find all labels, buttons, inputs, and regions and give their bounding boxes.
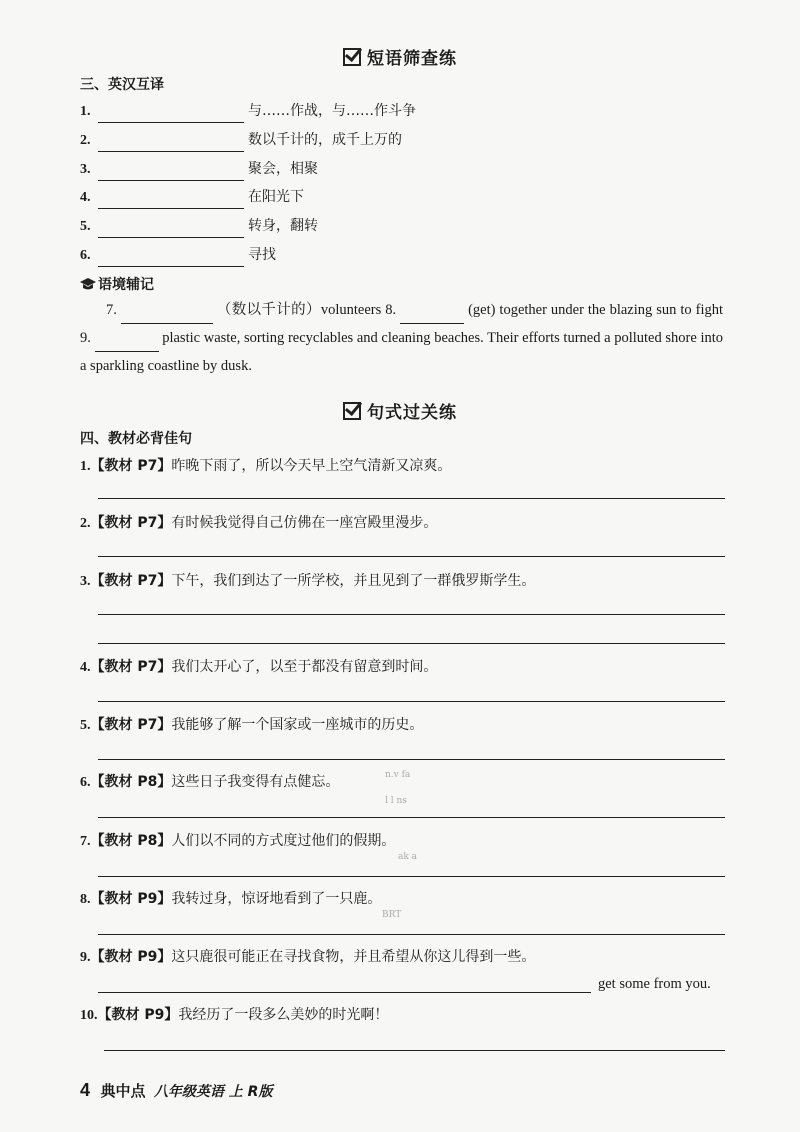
answer-blank[interactable] [98, 250, 244, 267]
answer-blank[interactable] [98, 135, 244, 152]
list-item: 6. 寻找 [80, 244, 276, 266]
question-8: 8.【教材 P9】我转过身，惊讶地看到了一只鹿。 [80, 891, 382, 907]
page-footer [80, 1080, 272, 1101]
page-number: 4 [80, 1080, 91, 1100]
graduation-cap-icon [80, 278, 96, 290]
answer-blank[interactable] [98, 164, 244, 181]
list-item: 3. 聚会，相聚 [80, 158, 318, 180]
question-3: 3.【教材 P7】下午，我们到达了一所学校，并且见到了一群俄罗斯学生。 [80, 573, 536, 589]
handwriting-scribble: BRT [382, 910, 402, 920]
question-4: 4.【教材 P7】我们太开心了，以至于都没有留意到时间。 [80, 659, 438, 675]
list-item: 4. 在阳光下 [80, 186, 304, 208]
answer-blank[interactable] [98, 106, 244, 123]
question-1: 1.【教材 P7】昨晚下雨了，所以今天早上空气清新又凉爽。 [80, 458, 452, 474]
context-heading: 语境辅记 [80, 274, 154, 294]
cloze-paragraph: 7. （数以千计的）volunteers 8. (get) together under the blazing sun to fight 9. plastic waste, sorting recyclables and cleaning beaches. Their efforts turned a polluted shore into a sparkling coastline by dusk. [80, 302, 724, 374]
answer-line[interactable] [98, 614, 725, 615]
answer-blank[interactable] [121, 307, 213, 324]
answer-line[interactable] [98, 701, 725, 702]
heading-translation: 三、英汉互译 [80, 77, 164, 93]
answer-line[interactable] [98, 817, 725, 818]
handwriting-scribble: ak a [398, 852, 418, 862]
heading-sentences: 四、教材必背佳句 [80, 431, 192, 447]
checkbox-icon [343, 48, 361, 66]
answer-blank[interactable] [98, 192, 244, 209]
question-6: 6.【教材 P8】这些日子我变得有点健忘。 [80, 774, 340, 790]
answer-line[interactable] [104, 1050, 725, 1051]
answer-blank[interactable] [98, 221, 244, 238]
answer-line[interactable] [98, 556, 725, 557]
answer-blank[interactable] [400, 307, 464, 324]
answer-line[interactable] [98, 643, 725, 644]
list-item: 5. 转身，翻转 [80, 215, 318, 237]
answer-line[interactable] [98, 498, 725, 499]
answer-line[interactable] [98, 934, 725, 935]
answer-line[interactable] [98, 876, 725, 877]
answer-line[interactable] [98, 759, 725, 760]
book-title: 八年级英语 上 R版 [153, 1084, 273, 1100]
section-title-phrases: 短语筛查练 [0, 44, 800, 69]
answer-line[interactable] [98, 992, 591, 993]
brand-logo: 典中点 [100, 1082, 146, 1100]
handwriting-scribble: n.v fa [385, 770, 411, 780]
question-5: 5.【教材 P7】我能够了解一个国家或一座城市的历史。 [80, 717, 424, 733]
q9-tail-text: get some from you. [598, 976, 711, 992]
checkbox-icon [343, 402, 361, 420]
answer-blank[interactable] [95, 335, 159, 352]
section-title-sentences: 句式过关练 [0, 398, 800, 423]
question-7: 7.【教材 P8】人们以不同的方式度过他们的假期。 [80, 833, 396, 849]
list-item: 1. 与……作战，与……作斗争 [80, 100, 416, 122]
list-item: 2. 数以千计的，成千上万的 [80, 129, 402, 151]
question-10: 10.【教材 P9】我经历了一段多么美妙的时光啊！ [80, 1007, 389, 1023]
question-2: 2.【教材 P7】有时候我觉得自己仿佛在一座宫殿里漫步。 [80, 515, 438, 531]
question-9: 9.【教材 P9】这只鹿很可能正在寻找食物，并且希望从你这儿得到一些。 [80, 949, 536, 965]
handwriting-scribble: l l ns [385, 796, 407, 806]
